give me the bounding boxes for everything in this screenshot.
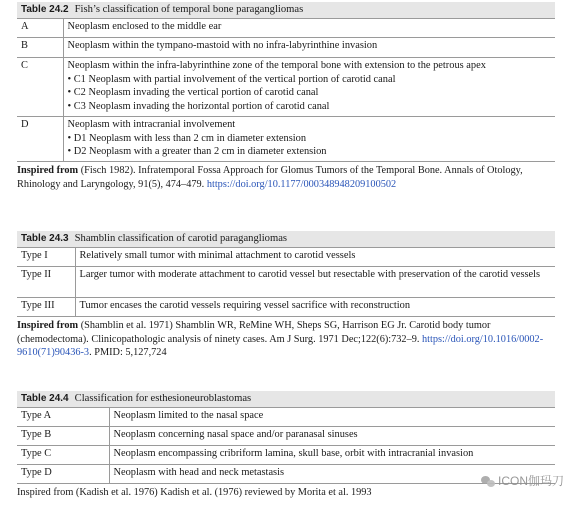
table-row: [17, 117, 555, 162]
row-key: Type D: [17, 465, 109, 484]
footnote-label: Inspired from: [17, 165, 79, 176]
row-line: Neoplasm enclosed to the middle ear: [67, 21, 222, 32]
row-line: Relatively small tumor with minimal attachment to carotid vessels: [79, 250, 356, 261]
row-line: Neoplasm within the tympano-mastoid with no infra-labyrinthine invasion: [67, 40, 378, 51]
row-key: Type II: [17, 267, 75, 298]
table-caption: [17, 2, 555, 18]
row-desc: [75, 248, 555, 267]
table-fish-classification: [17, 2, 555, 191]
row-key: B: [17, 38, 63, 58]
footnote-text: (Shamblin et al. 1971) Shamblin WR, ReMine WH, Sheps SG, Harrison EG Jr. Carotid body tumor (chemodectoma). Clinicopathologic analysis of ninety cases. Am J Surg. 1971 Dec;122(6):732–9.: [17, 320, 491, 345]
table-row: [17, 19, 555, 38]
footnote-label: Inspired from: [17, 320, 79, 331]
classification-table: [17, 18, 555, 162]
row-desc: [63, 117, 555, 162]
table-caption: [17, 231, 555, 247]
row-key: Type III: [17, 298, 75, 317]
table-row: [17, 465, 555, 484]
row-line: • D2 Neoplasm with a greater than 2 cm in diameter extension: [67, 146, 327, 158]
row-line: Larger tumor with moderate attachment to carotid vessel but resectable with preservation of the carotid vessels: [79, 269, 541, 280]
row-line: Neoplasm within the infra-labyrinthine zone of the temporal bone with extension to the petrous apex: [67, 60, 486, 71]
row-line: • C2 Neoplasm invading the vertical portion of carotid canal: [67, 87, 319, 99]
row-desc: [109, 446, 555, 465]
row-line: • C3 Neoplasm invading the horizontal portion of carotid canal: [67, 100, 330, 112]
table-footnote: [17, 164, 555, 191]
table-shamblin-classification: [17, 231, 555, 360]
row-key: Type C: [17, 446, 109, 465]
table-title: Shamblin classification of carotid paragangliomas: [74, 233, 288, 244]
row-desc: [75, 298, 555, 317]
row-line: Neoplasm limited to the nasal space: [113, 410, 264, 421]
table-title: Fish’s classification of temporal bone paragangliomas: [74, 4, 304, 15]
row-desc: [63, 58, 555, 117]
row-desc: [63, 38, 555, 58]
doi-link[interactable]: https://doi.org/10.1016/0002-9610(71)90436-3: [17, 333, 544, 359]
table-number: Table 24.3: [21, 233, 69, 244]
row-desc: [109, 427, 555, 446]
doi-link[interactable]: https://doi.org/10.1177/000348948209100502: [206, 178, 397, 190]
table-row: [17, 427, 555, 446]
row-key: Type A: [17, 408, 109, 427]
table-number: Table 24.2: [21, 4, 69, 15]
row-line: • C1 Neoplasm with partial involvement of the vertical portion of carotid canal: [67, 73, 396, 85]
row-desc: [109, 408, 555, 427]
footnote-text-after: . PMID: 5,127,724: [89, 347, 167, 359]
table-title: Classification for esthesioneuroblastomas: [74, 393, 252, 404]
footnote-text: Inspired from (Kadish et al. 1976) Kadish et al. (1976) reviewed by Morita et al. 1993: [17, 487, 372, 498]
table-esthesioneuroblastoma-classification: [17, 391, 555, 500]
footnote-text: (Fisch 1982). Infratemporal Fossa Approach for Glomus Tumors of the Temporal Bone. Annals of Otology, Rhinology and Laryngology, 91(5), 474–479.: [17, 165, 523, 190]
row-line: Tumor encases the carotid vessels requiring vessel sacrifice with reconstruction: [79, 300, 411, 311]
table-row: [17, 408, 555, 427]
table-footnote: [17, 319, 555, 360]
row-line: Neoplasm encompassing cribriform lamina, skull base, orbit with intracranial invasion: [113, 448, 474, 459]
table-row: [17, 298, 555, 317]
classification-table: [17, 407, 555, 484]
classification-table: [17, 247, 555, 317]
watermark: [481, 474, 564, 490]
table-row: [17, 267, 555, 298]
row-desc: [75, 267, 555, 298]
row-key: Type B: [17, 427, 109, 446]
row-key: D: [17, 117, 63, 162]
row-line: Neoplasm with head and neck metastasis: [113, 467, 285, 478]
table-number: Table 24.4: [21, 393, 69, 404]
table-row: [17, 248, 555, 267]
watermark-text: ICON伽玛刀: [497, 474, 564, 489]
row-line: • D1 Neoplasm with less than 2 cm in diameter extension: [67, 132, 307, 144]
row-key: Type I: [17, 248, 75, 267]
row-line: Neoplasm with intracranial involvement: [67, 119, 236, 130]
wechat-icon: [481, 476, 495, 488]
table-row: [17, 38, 555, 58]
table-row: [17, 58, 555, 117]
row-key: C: [17, 58, 63, 117]
row-line: Neoplasm concerning nasal space and/or paranasal sinuses: [113, 429, 358, 440]
table-row: [17, 446, 555, 465]
table-caption: [17, 391, 555, 407]
table-footnote: [17, 486, 555, 500]
row-desc: [63, 19, 555, 38]
row-key: A: [17, 19, 63, 38]
